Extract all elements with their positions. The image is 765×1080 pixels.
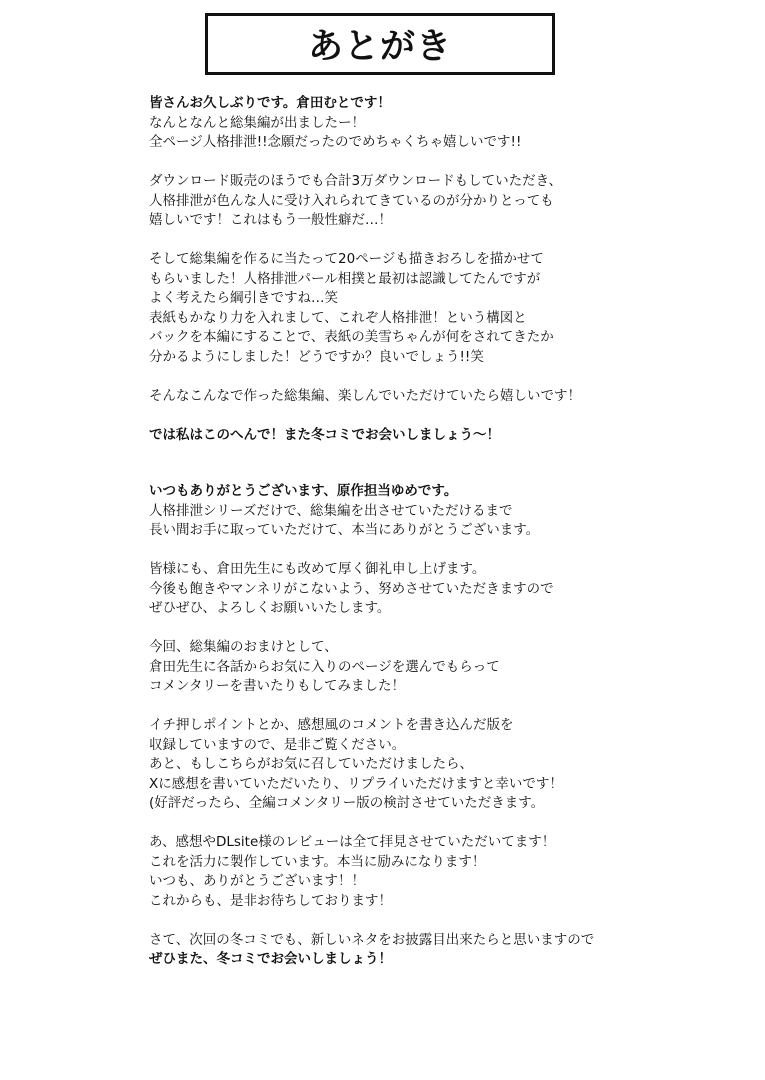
text-line: 分かるようにしました！どうですか？良いでしょう!!笑 xyxy=(149,348,484,365)
text-line: これを活力に製作しています。本当に励みになります！ xyxy=(149,853,486,870)
text-line: 倉田先生に各話からお気に入りのページを選んでもらって xyxy=(149,658,500,675)
afterword-writer-section xyxy=(149,482,649,989)
page-title: あとがき xyxy=(307,27,452,67)
text-line: 長い間お手に取っていただけて、本当にありがとうございます。 xyxy=(149,522,540,538)
text-line: 収録していますので、是非ご覧ください。 xyxy=(149,736,406,753)
text-line: 人格排泄が色んな人に受け入れられてきているのが分かりとっても xyxy=(149,192,554,209)
paragraph xyxy=(149,426,649,446)
paragraph xyxy=(149,716,649,814)
paragraph xyxy=(149,250,649,367)
text-line: 今後も飽きやマンネリがこないよう、努めさせていただきますので xyxy=(149,580,554,597)
text-line: 今回、総集編のおまけとして、 xyxy=(149,639,338,655)
text-line: 人格排泄シリーズだけで、総集編を出させていただけるまで xyxy=(149,502,513,519)
paragraph xyxy=(149,833,649,911)
paragraph xyxy=(149,172,649,231)
text-line: あと、もしこちらがお気に召していただけましたら、 xyxy=(149,756,473,772)
bold-text-line: では私はこのへんで！また冬コミでお会いしましょう〜！ xyxy=(149,426,500,443)
title-box xyxy=(205,13,555,75)
afterword-author-section xyxy=(149,94,649,465)
text-line: ぜひぜひ、よろしくお願いいたします。 xyxy=(149,600,391,616)
text-line: よく考えたら綱引きですね…笑 xyxy=(149,290,338,306)
text-line: 皆様にも、倉田先生にも改めて厚く御礼申し上げます。 xyxy=(149,561,486,577)
text-line: いつも、ありがとうございます！！ xyxy=(149,873,365,889)
paragraph xyxy=(149,387,649,407)
text-line: もらいました！人格排泄パール相撲と最初は認識してたんですが xyxy=(149,270,541,287)
paragraph xyxy=(149,560,649,619)
text-line: さて、次回の冬コミでも、新しいネタをお披露目出来たらと思いますので xyxy=(149,931,595,948)
bold-text-line: いつもありがとうございます、原作担当ゆめです。 xyxy=(149,483,458,499)
bold-text-line: 皆さんお久しぶりです。倉田むとです！ xyxy=(149,95,391,111)
text-line: そして総集編を作るに当たって20ページも描きおろしを描かせて xyxy=(149,251,544,267)
text-line: なんとなんと総集編が出ましたー！ xyxy=(149,114,365,131)
text-line: ダウンロード販売のほうでも合計3万ダウンロードもしていただき、 xyxy=(149,173,563,189)
paragraph xyxy=(149,638,649,697)
text-line: コメンタリーを書いたりもしてみました！ xyxy=(149,678,405,694)
paragraph xyxy=(149,94,649,153)
text-line: イチ押しポイントとか、感想風のコメントを書き込んだ版を xyxy=(149,717,514,733)
bold-text-line: ぜひまた、冬コミでお会いしましょう！ xyxy=(149,951,392,967)
text-line: そんなこんなで作った総集編、楽しんでいただけていたら嬉しいです！ xyxy=(149,387,581,404)
text-line: 嬉しいです！これはもう一般性癖だ…！ xyxy=(149,212,392,228)
text-line: 全ページ人格排泄!!念願だったのでめちゃくちゃ嬉しいです!! xyxy=(149,134,522,150)
text-line: (好評だったら、全編コメンタリー版の検討させていただきます。 xyxy=(149,795,545,811)
paragraph xyxy=(149,482,649,541)
text-line: 表紙もかなり力を入れまして、これぞ人格排泄！という構図と xyxy=(149,309,527,326)
text-line: あ、感想やDLsite様のレビューは全て拝見させていただいてます！ xyxy=(149,834,556,850)
text-line: Xに感想を書いていただいたり、リプライいただけますと幸いです！ xyxy=(149,775,563,792)
paragraph xyxy=(149,931,649,970)
text-line: バックを本編にすることで、表紙の美雪ちゃんが何をされてきたか xyxy=(149,329,554,345)
text-line: これからも、是非お待ちしております！ xyxy=(149,892,392,909)
